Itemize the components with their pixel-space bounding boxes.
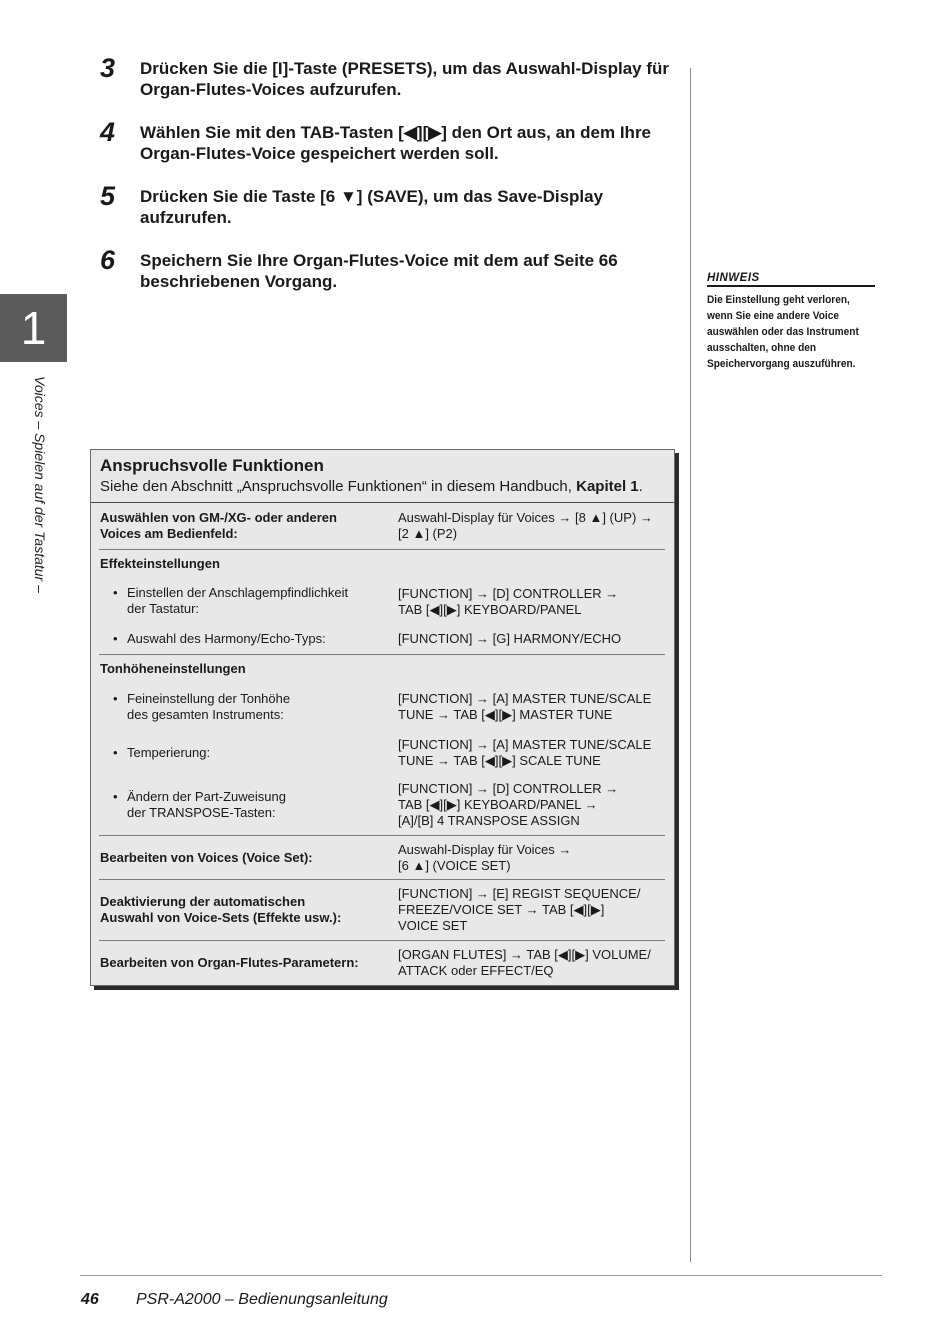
box-title: Anspruchsvolle Funktionen: [100, 456, 324, 475]
step-text: Speichern Sie Ihre Organ-Flutes-Voice mit dem auf Seite 66 beschriebenen Vorgang.: [140, 251, 618, 291]
step-number: 6: [100, 245, 116, 275]
step-item: [100, 245, 670, 292]
row-label: Deaktivierung der automatischen Auswahl von Voice-Sets (Effekte usw.):: [100, 894, 342, 925]
divider: [99, 549, 665, 550]
step-number: 5: [100, 181, 116, 211]
row-label: Bearbeiten von Voices (Voice Set):: [100, 850, 313, 865]
hinweis-text: Die Einstellung geht verloren, wenn Sie eine andere Voice auswählen oder das Instrument ausschalten, ohne den Speichervorgang auszuführen.: [707, 294, 859, 370]
row-label: Bearbeiten von Organ-Flutes-Parametern:: [100, 955, 359, 970]
row-label: • Temperierung:: [113, 745, 211, 760]
step-item: [100, 117, 670, 164]
manual-title: PSR-A2000 – Bedienungsanleitung: [136, 1291, 388, 1308]
box-subtitle: [100, 478, 643, 495]
footer-divider: [80, 1275, 882, 1276]
step-item: [100, 181, 670, 228]
divider: [99, 654, 665, 655]
section-header-pitch: Tonhöheneinstellungen: [100, 661, 246, 676]
chapter-tab: 1: [0, 294, 67, 362]
box-subtitle-chapter: Kapitel 1: [576, 478, 639, 495]
divider: [91, 502, 674, 503]
row-value: Auswahl-Display für Voices → [6 ▲] (VOICE SET): [398, 842, 572, 873]
row-value: [FUNCTION] → [A] MASTER TUNE/SCALE TUNE → TAB [◀][▶] MASTER TUNE: [398, 691, 652, 722]
column-divider: [690, 68, 691, 1262]
row-value: [ORGAN FLUTES] → TAB [◀][▶] VOLUME/ ATTACK oder EFFECT/EQ: [398, 947, 651, 978]
row-value: [FUNCTION] → [A] MASTER TUNE/SCALE TUNE → TAB [◀][▶] SCALE TUNE: [398, 737, 652, 768]
chapter-side-title: Voices – Spielen auf der Tastatur –: [32, 376, 48, 593]
advanced-functions-box: [90, 449, 675, 986]
hinweis-note: [707, 272, 875, 372]
step-text: Drücken Sie die Taste [6 ▼] (SAVE), um das Save-Display aufzurufen.: [140, 187, 604, 227]
divider: [99, 879, 665, 880]
step-item: [100, 53, 670, 100]
row-value: [FUNCTION] → [E] REGIST SEQUENCE/ FREEZE/VOICE SET → TAB [◀][▶] VOICE SET: [398, 886, 641, 933]
row-value: [FUNCTION] → [D] CONTROLLER → TAB [◀][▶] KEYBOARD/PANEL → [A]/[B] 4 TRANSPOSE ASSIGN: [398, 781, 619, 828]
row-label: Auswählen von GM-/XG- oder anderen Voices am Bedienfeld:: [100, 510, 337, 541]
row-label: • Einstellen der Anschlagempfindlichkeit der Tastatur:: [113, 585, 349, 616]
step-number: 3: [100, 53, 116, 83]
box-subtitle-end: .: [638, 478, 643, 495]
step-text: Wählen Sie mit den TAB-Tasten [◀][▶] den Ort aus, an dem Ihre Organ-Flutes-Voice gespeichert werden soll.: [140, 123, 652, 163]
section-header-effects: Effekteinstellungen: [100, 556, 220, 571]
box-subtitle-text: Siehe den Abschnitt „Anspruchsvolle Funktionen“ in diesem Handbuch,: [100, 478, 577, 495]
row-value: Auswahl-Display für Voices → [8 ▲] (UP) → [2 ▲] (P2): [398, 510, 653, 541]
divider: [99, 940, 665, 941]
page-number: 46: [81, 1291, 99, 1308]
row-label: • Ändern der Part-Zuweisung der TRANSPOSE-Tasten:: [113, 789, 286, 820]
step-text: Drücken Sie die [I]-Taste (PRESETS), um das Auswahl-Display für Organ-Flutes-Voices aufzurufen.: [140, 59, 670, 99]
row-value: [FUNCTION] → [G] HARMONY/ECHO: [398, 631, 622, 646]
row-label: • Auswahl des Harmony/Echo-Typs:: [113, 631, 326, 646]
hinweis-heading: HINWEIS: [707, 272, 875, 287]
steps-list: [100, 53, 670, 314]
row-value: [FUNCTION] → [D] CONTROLLER → TAB [◀][▶] KEYBOARD/PANEL: [398, 586, 619, 617]
step-number: 4: [100, 117, 116, 147]
divider: [99, 835, 665, 836]
row-label: • Feineinstellung der Tonhöhe des gesamten Instruments:: [113, 691, 291, 722]
